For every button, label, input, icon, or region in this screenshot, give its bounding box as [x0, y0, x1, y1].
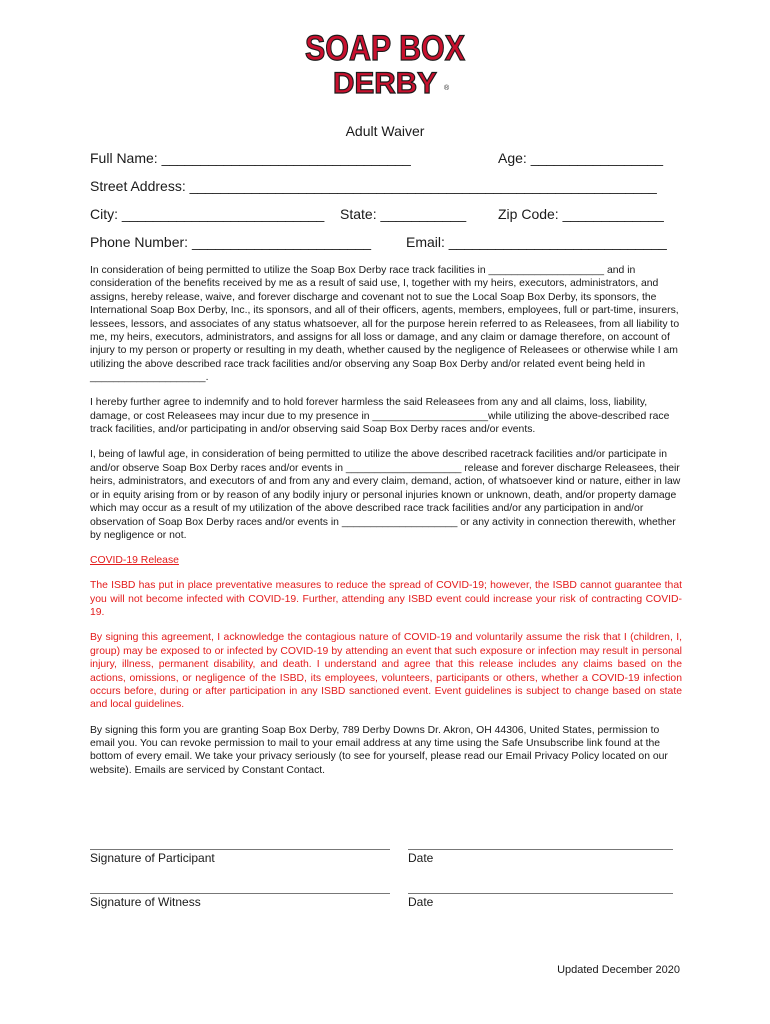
- full-name-field[interactable]: Full Name: ________________________________: [90, 150, 411, 166]
- covid-release-heading: COVID-19 Release: [90, 555, 179, 567]
- release-paragraph: In consideration of being permitted to utilize the Soap Box Derby race track facilities in ____________________ and in consideration of the benefits received by me as a result of said use, I, together with my heirs, executors, administrators, and assigns, hereby release, waive, and forever discharge and covenant not to sue the Local Soap Box Derby, its sponsors, the International Soap Box Derby, Inc., its sponsors, and all of their officers, agents, members, employees, full or part-time, insurers, lessees, lessors, and associates of any status whatsoever, all for the purpose herein referred to as Releasees, from all liability to me, my heirs, executors, administrators, and assigns for all loss or damage, and any claim or damage therefore, on account of injury to my person or property or resulting in my death, whether caused by the negligence of Releasees or otherwise while I am utilizing the above described race track facilities and/or observing any Soap Box Derby and/or related event being held in ____________________.: [90, 265, 680, 384]
- date-label-2: Date: [408, 895, 434, 909]
- email-consent-paragraph: By signing this form you are granting Soap Box Derby, 789 Derby Downs Dr. Akron, OH 44306, United States, permission to email you. You can revoke permission to mail to your email address at any time using the Safe Unsubscribe link found at the bottom of every email. We take your privacy seriously (to see for yourself, please read our Email Privacy Policy located on our website). Emails are serviced by Constant Contact.: [90, 724, 668, 776]
- discharge-paragraph: I, being of lawful age, in consideration of being permitted to utilize the above described racetrack facilities and/or participate in and/or observe Soap Box Derby races and/or events in ____________________ release and forever discharge Releasees, their heirs, administrators, and executors of and from any and every claim, demand, action, of whatsoever kind or nature, either in law or in equity arising from or by reason of any bodily injury or personal injuries known or unknown, death, and/or property damage which may occur as a result of my utilization of the above described race track facilities and/or any participation in and/or observation of Soap Box Derby races and/or events in ____________________ or any activity in connection therewith, whether by negligence or not.: [90, 449, 681, 541]
- witness-signature-line[interactable]: [90, 893, 390, 894]
- covid-acknowledgement-paragraph: By signing this agreement, I acknowledge the contagious nature of COVID-19 and voluntarily assume the risk that I (children, I, group) may be exposed to or infected by COVID-19 by attending an event that such exposure or infection may result in personal injury, illness, permanent disability, and death. I understand and agree that this release includes any claims based on the actions, omissions, or negligence of the ISBD, its employees, volunteers, participants or others, whether a COVID-19 infection occurs before, during or after participation in any ISBD sanctioned event. Event guidelines is subject to change based on state and local guidelines.: [90, 632, 682, 711]
- logo-graphic: [300, 20, 470, 100]
- email-field[interactable]: Email: ____________________________: [406, 234, 667, 250]
- date-line-2[interactable]: [408, 893, 673, 894]
- covid-measures-paragraph: The ISBD has put in place preventative measures to reduce the spread of COVID-19; however, the ISBD cannot guarantee that you will not become infected with COVID-19. Further, attending any ISBD event could increase your risk of contracting COVID-19.: [90, 580, 682, 619]
- waiver-body: [90, 264, 682, 789]
- participant-signature-label: Signature of Participant: [90, 851, 215, 865]
- date-line-1[interactable]: [408, 849, 673, 850]
- zip-code-field[interactable]: Zip Code: _____________: [498, 206, 664, 222]
- street-address-field[interactable]: Street Address: ____________________________________________________________: [90, 178, 657, 194]
- indemnify-paragraph: I hereby further agree to indemnify and to hold forever harmless the said Releasees from any and all claims, loss, liability, damage, or cost Releasees may incur due to my presence in ____________________while utilizing the above-described race track facilities, and/or participating in and/or observing said Soap Box Derby races and/or events.: [90, 397, 670, 436]
- registered-mark: ®: [444, 85, 450, 92]
- updated-date: Updated December 2020: [557, 964, 680, 976]
- phone-number-field[interactable]: Phone Number: _______________________: [90, 234, 372, 250]
- state-field[interactable]: State: ___________: [340, 206, 467, 222]
- age-field[interactable]: Age: _________________: [498, 150, 664, 166]
- soap-box-derby-logo: [300, 20, 470, 100]
- logo-line2: DERBY: [333, 67, 437, 100]
- document-title: Adult Waiver: [345, 123, 425, 139]
- city-field[interactable]: City: __________________________: [90, 206, 325, 222]
- witness-signature-label: Signature of Witness: [90, 895, 201, 909]
- logo-line1: SOAP BOX: [305, 29, 466, 68]
- participant-signature-line[interactable]: [90, 849, 390, 850]
- date-label-1: Date: [408, 851, 434, 865]
